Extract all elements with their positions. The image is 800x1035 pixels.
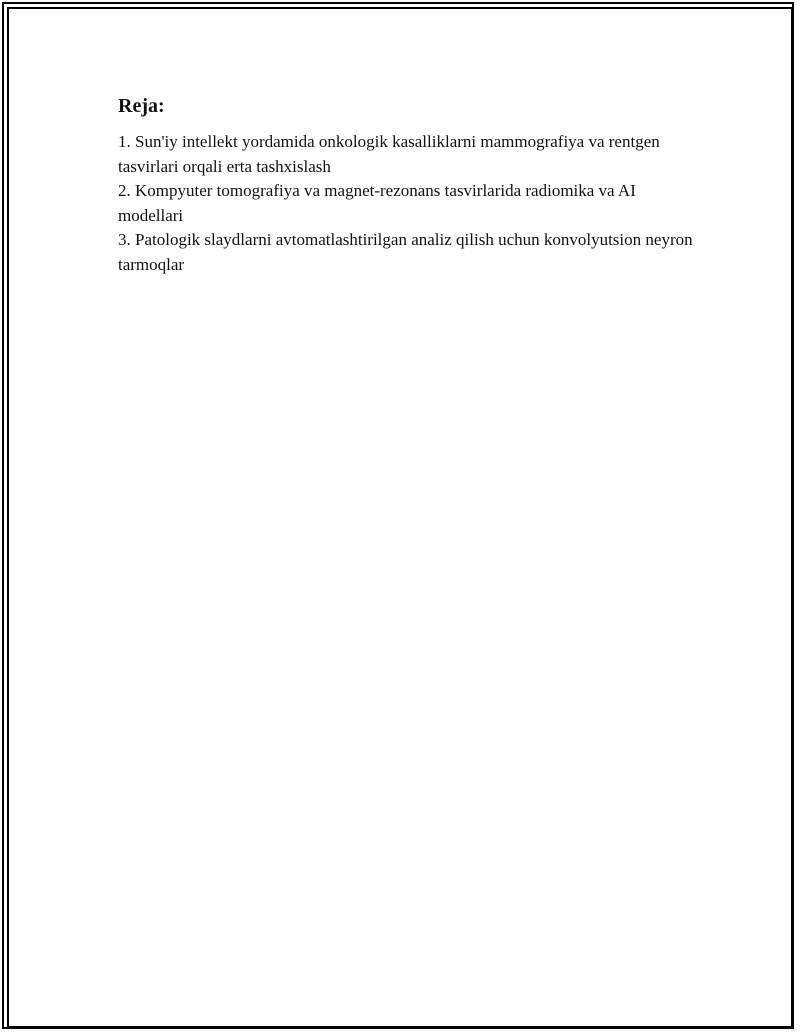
plan-list [118, 130, 698, 277]
plan-item-2: 2. Kompyuter tomografiya va magnet-rezonans tasvirlarida radiomika va AI modellari [118, 181, 636, 225]
plan-item-3: 3. Patologik slaydlarni avtomatlashtirilgan analiz qilish uchun konvolyutsion neyron tarmoqlar [118, 230, 693, 274]
plan-heading: Reja: [118, 95, 165, 117]
plan-item-1: 1. Sun'iy intellekt yordamida onkologik kasalliklarni mammografiya va rentgen tasvirlari orqali erta tashxislash [118, 132, 660, 176]
document-content [118, 92, 698, 277]
